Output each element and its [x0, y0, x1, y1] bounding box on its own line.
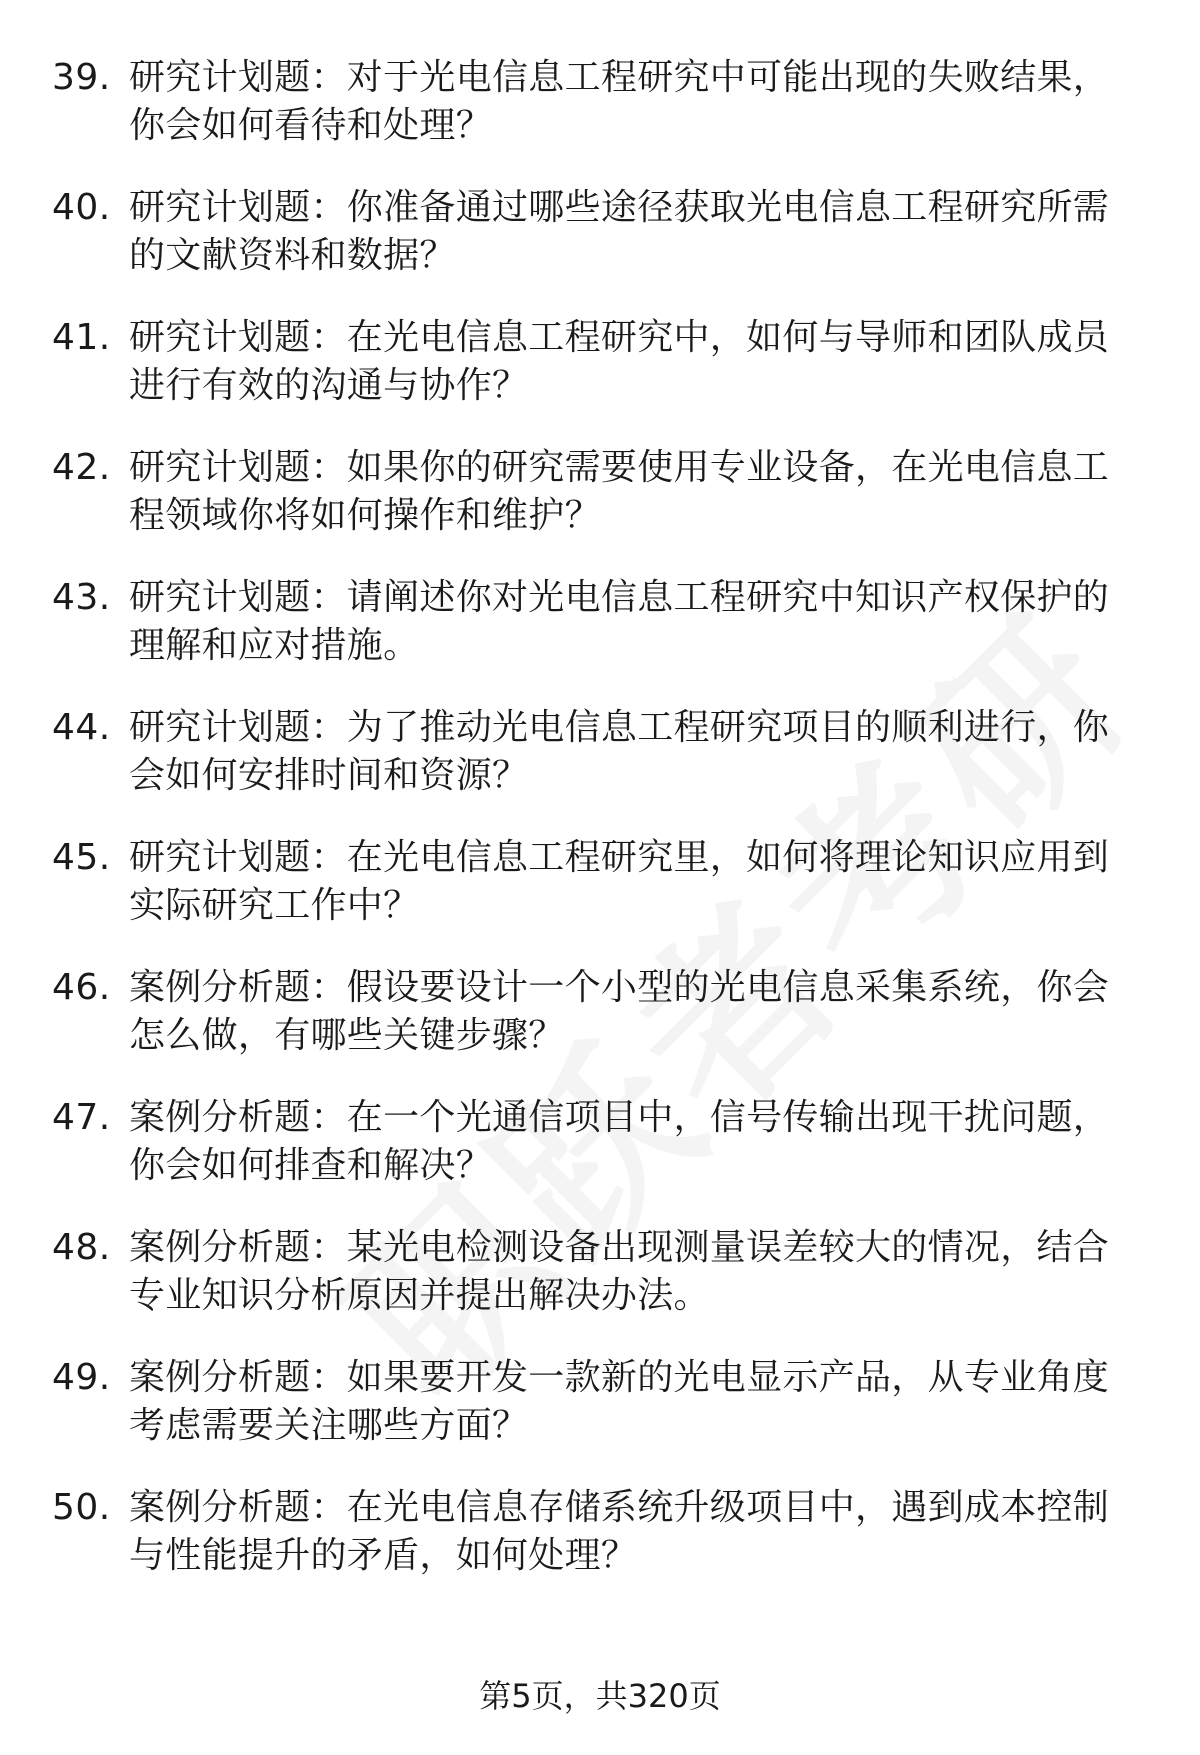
question-text: 案例分析题：在一个光通信项目中，信号传输出现干扰问题，你会如何排查和解决？: [129, 1097, 1110, 1186]
question-text: 研究计划题：在光电信息工程研究里，如何将理论知识应用到实际研究工作中？: [129, 837, 1110, 926]
question-text: 研究计划题：你准备通过哪些途径获取光电信息工程研究所需的文献资料和数据？: [129, 187, 1110, 276]
question-number: 42.: [52, 447, 111, 488]
question-item: [0, 1094, 1200, 1224]
question-item: [0, 184, 1200, 314]
question-number: 41.: [52, 317, 111, 358]
question-text: 案例分析题：如果要开发一款新的光电显示产品，从专业角度考虑需要关注哪些方面？: [129, 1357, 1110, 1446]
question-number: 39.: [52, 57, 111, 98]
question-number: 45.: [52, 837, 111, 878]
question-text: 研究计划题：对于光电信息工程研究中可能出现的失败结果，你会如何看待和处理？: [129, 57, 1110, 146]
page-number-label: 第5页，共320页: [479, 1677, 721, 1715]
question-list: [0, 54, 1200, 1614]
question-item: [0, 444, 1200, 574]
question-text: 案例分析题：某光电检测设备出现测量误差较大的情况，结合专业知识分析原因并提出解决办法。: [129, 1227, 1110, 1316]
question-item: [0, 54, 1200, 184]
question-number: 40.: [52, 187, 111, 228]
question-number: 44.: [52, 707, 111, 748]
question-number: 48.: [52, 1227, 111, 1268]
question-number: 43.: [52, 577, 111, 618]
question-item: [0, 1484, 1200, 1614]
question-item: [0, 574, 1200, 704]
question-number: 47.: [52, 1097, 111, 1138]
question-number: 50.: [52, 1487, 111, 1528]
question-number: 49.: [52, 1357, 111, 1398]
question-item: [0, 704, 1200, 834]
question-number: 46.: [52, 967, 111, 1008]
question-text: 案例分析题：在光电信息存储系统升级项目中，遇到成本控制与性能提升的矛盾，如何处理？: [129, 1487, 1110, 1576]
question-text: 研究计划题：为了推动光电信息工程研究项目的顺利进行，你会如何安排时间和资源？: [129, 707, 1110, 796]
question-text: 研究计划题：请阐述你对光电信息工程研究中知识产权保护的理解和应对措施。: [129, 577, 1110, 666]
question-item: [0, 1224, 1200, 1354]
question-text: 研究计划题：如果你的研究需要使用专业设备，在光电信息工程领域你将如何操作和维护？: [129, 447, 1110, 536]
question-item: [0, 834, 1200, 964]
question-item: [0, 314, 1200, 444]
question-item: [0, 964, 1200, 1094]
question-text: 案例分析题：假设要设计一个小型的光电信息采集系统，你会怎么做，有哪些关键步骤？: [129, 967, 1110, 1056]
question-text: 研究计划题：在光电信息工程研究中，如何与导师和团队成员进行有效的沟通与协作？: [129, 317, 1110, 406]
page-footer: [0, 1676, 1200, 1716]
question-item: [0, 1354, 1200, 1484]
